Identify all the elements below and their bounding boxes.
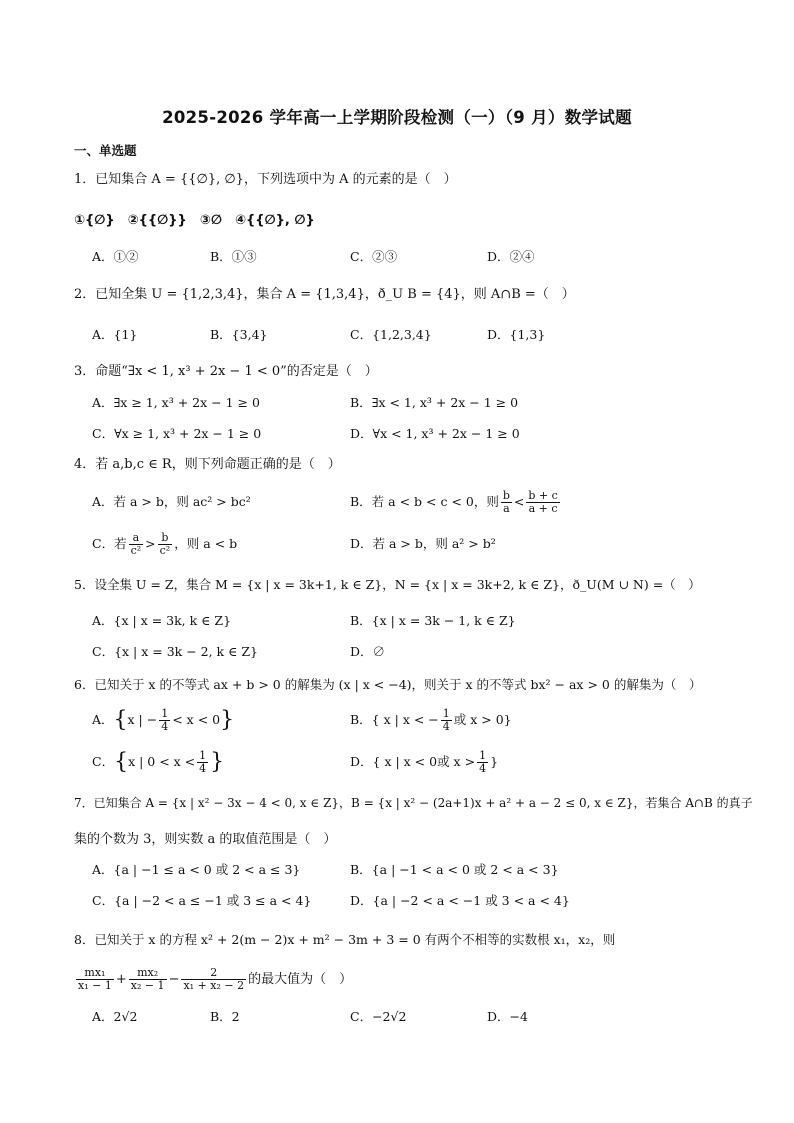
q4-c-fraction-1: [129, 532, 144, 557]
q6-b-prefix: B．{ x | x < −: [350, 712, 439, 727]
q8-option-d: D．−4: [487, 1009, 528, 1024]
page-title: 2025-2026 学年高一上学期阶段检测（一）（9 月）数学试题: [162, 108, 632, 127]
q5-option-b: B．{x | x = 3k − 1, k ∈ Z}: [350, 613, 516, 628]
question-4-stem: 4．若 a,b,c ∈ R，则下列命题正确的是（ ）: [74, 457, 341, 472]
left-brace-icon: {: [113, 707, 128, 733]
q4-option-d: D．若 a > b，则 a² > b²: [350, 536, 496, 551]
q6-b-f-num: 1: [442, 707, 450, 720]
q6-a-f-num: 1: [161, 707, 169, 720]
q2-option-d: D．{1,3}: [487, 327, 546, 342]
q7-option-d: D．{a | −2 < a < −1 或 3 < a < 4}: [350, 893, 570, 908]
q4-c-prefix: C．若: [92, 536, 127, 551]
q7-option-a: A．{a | −1 ≤ a < 0 或 2 < a ≤ 3}: [92, 862, 301, 877]
q8-f3-num: 2: [181, 967, 246, 980]
q3-option-d: D．∀x < 1, x³ + 2x − 1 ≥ 0: [350, 426, 520, 441]
q4-option-c: [92, 526, 237, 562]
q4-c-fraction-2: [158, 532, 173, 557]
q8-f1-den: x₁ − 1: [78, 979, 112, 992]
q8-option-b: B．2: [210, 1009, 240, 1024]
q4-c-f2-num: b: [158, 532, 173, 545]
q4-option-a: A．若 a > b，则 ac² > bc²: [92, 494, 251, 509]
q6-option-b: [350, 702, 512, 738]
q7-option-c: C．{a | −2 < a ≤ −1 或 3 ≤ a < 4}: [92, 893, 312, 908]
q8-fraction-1: [76, 967, 114, 992]
q4-b-prefix: B．若 a < b < c < 0，则: [350, 494, 499, 509]
q8-f2-den: x₂ − 1: [130, 979, 165, 992]
q4-b-f2-num: b + c: [528, 489, 558, 502]
q7-option-b: B．{a | −1 < a < 0 或 2 < a < 3}: [350, 862, 559, 877]
q4-c-f1-num: a: [129, 532, 144, 545]
question-1-items: ①{∅} ②{{∅}} ③∅ ④{{∅}, ∅}: [74, 213, 315, 228]
q6-a-inner-2: < x < 0: [172, 712, 221, 727]
q1-option-a: A．①②: [92, 249, 139, 264]
q3-option-c: C．∀x ≥ 1, x³ + 2x − 1 ≥ 0: [92, 426, 262, 441]
q6-c-f-num: 1: [199, 749, 207, 762]
q6-c-inner: x | 0 < x <: [128, 754, 196, 769]
q6-d-fraction: [477, 750, 488, 775]
question-5-stem: 5．设全集 U = Z，集合 M = {x | x = 3k+1, k ∈ Z}，N = {x | x = 3k+2, k ∈ Z}，ð_U(M ∪ N) =（ ）: [74, 577, 701, 592]
q4-b-f2-den: a + c: [528, 502, 558, 515]
q6-option-d: [350, 744, 498, 780]
q4-option-b: [350, 484, 562, 520]
q5-option-a: A．{x | x = 3k, k ∈ Z}: [92, 613, 232, 628]
q1-option-d: D．②④: [487, 249, 535, 264]
question-7-stem-line-2: 集的个数为 3，则实数 a 的取值范围是（ ）: [74, 832, 337, 847]
q4-c-op: >: [145, 536, 156, 551]
q2-option-c: C．{1,2,3,4}: [350, 327, 432, 342]
left-brace-icon: {: [114, 749, 129, 775]
q6-c-f-den: 4: [199, 762, 207, 775]
q4-c-suffix: ，则 a < b: [174, 536, 238, 551]
q8-option-c: C．−2√2: [350, 1009, 407, 1024]
q6-b-f-den: 4: [442, 720, 450, 733]
q4-c-f2-den: c²: [159, 544, 171, 557]
question-1-stem: 1．已知集合 A = {{∅}, ∅}，下列选项中为 A 的元素的是（ ）: [74, 172, 457, 187]
right-brace-icon: }: [220, 707, 235, 733]
q6-d-f-den: 4: [479, 762, 487, 775]
q6-c-fraction: [197, 750, 208, 775]
q8-minus: −: [168, 972, 180, 987]
question-7-stem-line-1: 7．已知集合 A = {x | x² − 3x − 4 < 0, x ∈ Z}，B = {x | x² − (2a+1)x + a² + a − 2 ≤ 0, x ∈ Z}，若集合 A∩B 的真子: [74, 796, 753, 810]
q6-a-f-den: 4: [161, 720, 169, 733]
q8-fraction-2: [129, 967, 167, 992]
q4-c-f1-den: c²: [130, 544, 142, 557]
q3-option-a: A．∃x ≥ 1, x³ + 2x − 1 ≥ 0: [92, 395, 260, 410]
q6-a-inner-1: x | −: [127, 712, 158, 727]
q1-option-b: B．①③: [210, 249, 257, 264]
q8-tail: 的最大值为（ ）: [248, 972, 353, 987]
q6-a-fraction: [159, 708, 170, 733]
q8-f1-num: mx₁: [76, 967, 114, 980]
question-2-stem: 2．已知全集 U = {1,2,3,4}，集合 A = {1,3,4}，ð_U B = {4}，则 A∩B =（ ）: [74, 287, 575, 302]
q4-b-fraction-1: [501, 490, 512, 515]
q1-option-c: C．②③: [350, 249, 398, 264]
q6-c-prefix: C．: [92, 754, 115, 769]
q8-option-a: A．2√2: [92, 1009, 138, 1024]
q6-option-a: [92, 702, 234, 739]
q4-b-f1-den: a: [503, 502, 510, 515]
question-8-stem-line-1: 8．已知关于 x 的方程 x² + 2(m − 2)x + m² − 3m + 3 = 0 有两个不相等的实数根 x₁，x₂，则: [74, 932, 616, 947]
q8-f2-num: mx₂: [129, 967, 167, 980]
question-3-stem: 3．命题“∃x < 1, x³ + 2x − 1 < 0”的否定是（ ）: [74, 364, 378, 379]
q6-d-prefix: D．{ x | x < 0或 x >: [350, 754, 476, 769]
q5-option-d: D．∅: [350, 644, 386, 659]
q8-fraction-3: [181, 967, 246, 992]
q4-b-fraction-2: [526, 490, 559, 515]
q2-option-a: A．{1}: [92, 327, 138, 342]
q3-option-b: B．∃x < 1, x³ + 2x − 1 ≥ 0: [350, 395, 519, 410]
question-8-expression: [74, 962, 352, 998]
q6-option-c: [92, 744, 224, 781]
q8-f3-den: x₁ + x₂ − 2: [183, 979, 245, 992]
q6-b-fraction: [441, 708, 452, 733]
q5-option-c: C．{x | x = 3k − 2, k ∈ Z}: [92, 644, 258, 659]
question-6-stem: 6．已知关于 x 的不等式 ax + b > 0 的解集为 (x | x < −4)，则关于 x 的不等式 bx² − ax > 0 的解集为（ ）: [74, 677, 702, 692]
q6-d-f-num: 1: [479, 749, 487, 762]
section-heading: 一、单选题: [74, 143, 137, 158]
q2-option-b: B．{3,4}: [210, 327, 268, 342]
q4-b-op: <: [513, 494, 525, 509]
q8-plus: +: [115, 972, 127, 987]
q4-b-f1-num: b: [502, 489, 510, 502]
right-brace-icon: }: [210, 749, 225, 775]
q6-b-suffix: 或 x > 0}: [453, 712, 512, 727]
q6-d-suffix: }: [490, 754, 499, 769]
q6-a-prefix: A．: [92, 712, 114, 727]
